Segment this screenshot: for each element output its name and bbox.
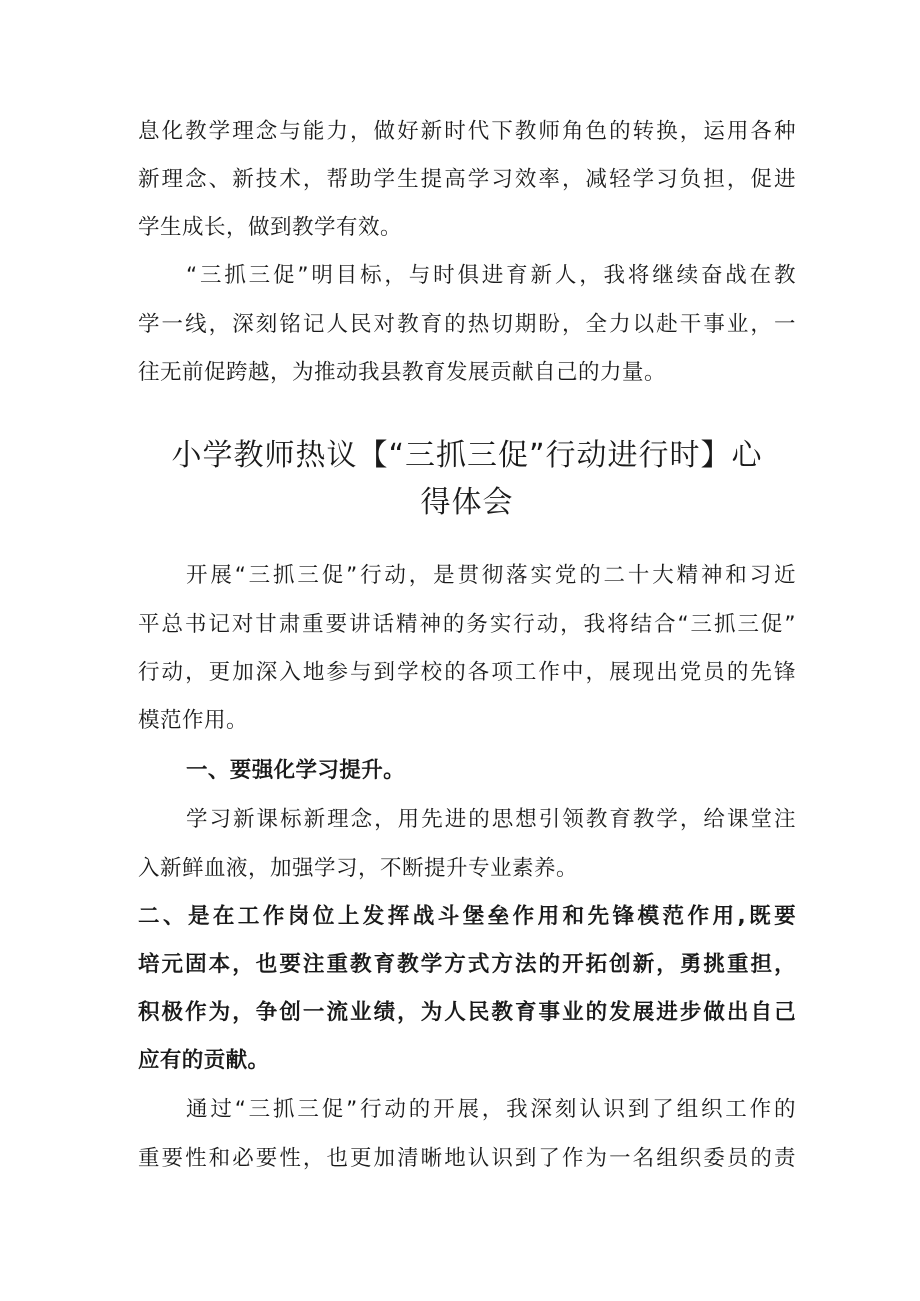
text-line: 往无前促跨越，为推动我县教育发展贡献自己的力量。 — [138, 360, 667, 385]
title-line: 小学教师热议【“三抓三促”行动进行时】心 — [171, 438, 763, 473]
text-line: 行动，更加深入地参与到学校的各项工作中，展现出党员的先锋 — [138, 660, 796, 685]
text-line: 学一线，深刻铭记人民对教育的热切期盼，全力以赴干事业，一 — [138, 312, 796, 337]
text-line: 重要性和必要性，也更加清晰地认识到了作为一名组织委员的责 — [138, 1146, 796, 1171]
text-line: 通过“三抓三促”行动的开展，我深刻认识到了组织工作的 — [186, 1097, 796, 1122]
text-line: 培元固本，也要注重教育教学方式方法的开拓创新，勇挑重担， — [138, 952, 796, 977]
title-line: 得体会 — [420, 485, 514, 520]
text-line: 应有的贡献。 — [138, 1048, 270, 1073]
text-line: “三抓三促”明目标，与时俱进育新人，我将继续奋战在教 — [186, 263, 796, 288]
text-line: 平总书记对甘肃重要讲话精神的务实行动，我将结合“三抓三促” — [138, 612, 796, 637]
text-line: 入新鲜血液，加强学习，不断提升专业素养。 — [138, 856, 579, 881]
section-heading: 一、要强化学习提升。 — [186, 758, 406, 783]
text-line: 息化教学理念与能力，做好新时代下教师角色的转换，运用各种 — [138, 119, 796, 144]
text-line: 学生成长，做到教学有效。 — [138, 215, 403, 240]
text-line: 积极作为，争创一流业绩，为人民教育事业的发展进步做出自己 — [138, 1000, 796, 1025]
text-line: 模范作用。 — [138, 708, 249, 733]
text-line: 开展“三抓三促”行动，是贯彻落实党的二十大精神和习近 — [186, 563, 796, 588]
text-line: 学习新课标新理念，用先进的思想引领教育教学，给课堂注 — [186, 807, 796, 832]
text-line: 二、是在工作岗位上发挥战斗堡垒作用和先锋模范作用,既要 — [138, 904, 796, 929]
text-line: 新理念、新技术，帮助学生提高学习效率，减轻学习负担，促进 — [138, 167, 796, 192]
